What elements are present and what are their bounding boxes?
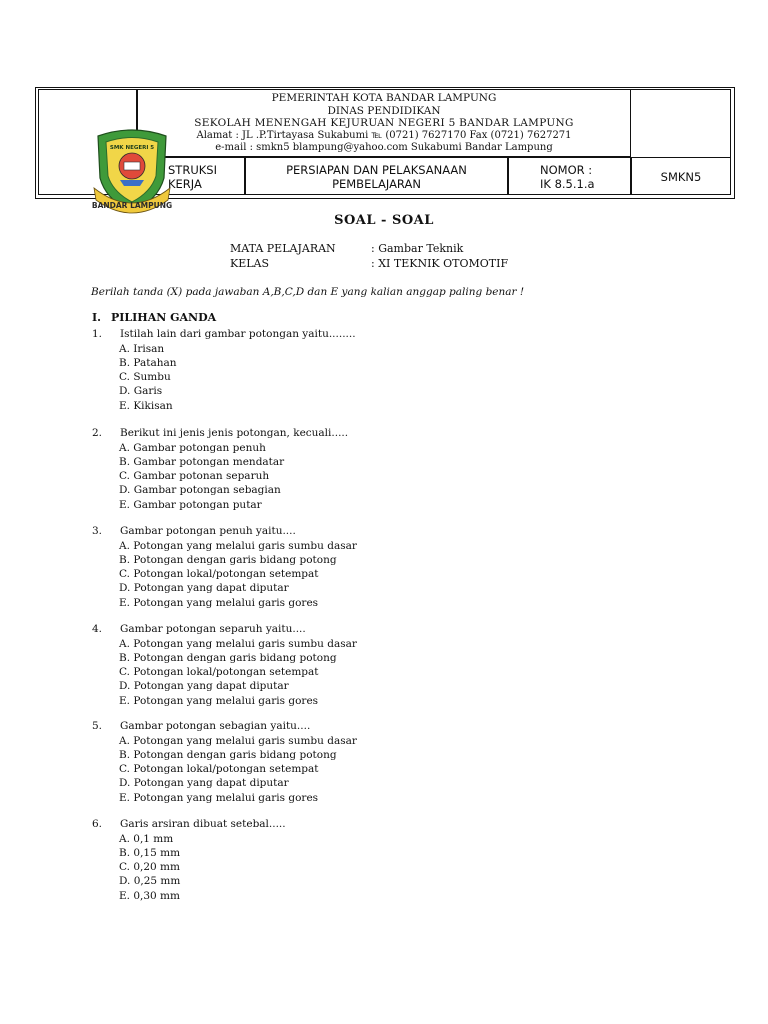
question-number: 2.: [92, 427, 103, 439]
answer-option: E. Potongan yang melalui garis gores: [119, 694, 319, 707]
row2-c3-line2: IK 8.5.1.a: [540, 177, 595, 191]
answer-option: B. 0,15 mm: [119, 846, 181, 859]
answer-option: E. Kikisan: [119, 399, 173, 412]
row2-c4: SMKN5: [660, 170, 702, 184]
page-title: SOAL - SOAL: [334, 213, 434, 228]
answer-option: A. Potongan yang melalui garis sumbu dasar: [119, 734, 357, 747]
header-line-5: e-mail : smkn5 blampung@yahoo.com Sukabumi Bandar Lampung: [215, 142, 553, 153]
question-text: Gambar potongan penuh yaitu....: [120, 525, 296, 537]
mapel-value: : Gambar Teknik: [371, 242, 464, 255]
answer-option: E. Potongan yang melalui garis gores: [119, 791, 319, 804]
logo-text-bottom: BANDAR LAMPUNG: [92, 201, 172, 210]
question-number: 6.: [92, 818, 103, 830]
row2-c2-line1: PERSIAPAN DAN PELAKSANAAN: [286, 163, 467, 177]
answer-option: D. Potongan yang dapat diputar: [119, 582, 289, 595]
answer-option: C. Potongan lokal/potongan setempat: [119, 666, 319, 679]
answer-option: E. Potongan yang melalui garis gores: [119, 596, 319, 609]
answer-option: D. Garis: [119, 385, 163, 398]
header-line-4: Alamat : JL .P.Tirtayasa Sukabumi ℡ (0721) 7627170 Fax (0721) 7627271: [196, 130, 572, 141]
kelas-value: : XI TEKNIK OTOMOTIF: [371, 257, 509, 270]
answer-option: C. Potongan lokal/potongan setempat: [119, 763, 319, 776]
answer-option: B. Potongan dengan garis bidang potong: [119, 748, 337, 761]
question-number: 1.: [92, 328, 103, 340]
question-text: Garis arsiran dibuat setebal.....: [120, 818, 286, 830]
answer-option: A. 0,1 mm: [119, 832, 174, 845]
answer-option: B. Potongan dengan garis bidang potong: [119, 651, 337, 664]
header-line-2: DINAS PENDIDIKAN: [327, 105, 441, 117]
question-text: Gambar potongan separuh yaitu....: [120, 623, 306, 635]
kelas-label: KELAS: [230, 257, 270, 270]
answer-option: D. Potongan yang dapat diputar: [119, 680, 289, 693]
question-number: 4.: [92, 623, 103, 635]
answer-option: D. 0,25 mm: [119, 875, 181, 888]
question-text: Berikut ini jenis jenis potongan, kecuali.....: [120, 427, 349, 439]
row2-c3-line1: NOMOR :: [540, 163, 593, 177]
section-number: I.: [92, 311, 101, 324]
answer-option: B. Patahan: [119, 356, 177, 369]
answer-option: A. Potongan yang melalui garis sumbu dasar: [119, 539, 357, 552]
mapel-label: MATA PELAJARAN: [230, 242, 336, 255]
row2-c2-line2: PEMBELAJARAN: [332, 177, 421, 191]
instruction: Berilah tanda (X) pada jawaban A,B,C,D dan E yang kalian anggap paling benar !: [91, 286, 525, 298]
answer-option: A. Irisan: [119, 342, 165, 355]
question-text: Istilah lain dari gambar potongan yaitu........: [120, 328, 356, 340]
answer-option: C. 0,20 mm: [119, 861, 180, 874]
answer-option: C. Sumbu: [119, 371, 171, 384]
row2-c1-line2: KERJA: [168, 177, 202, 191]
question-number: 5.: [92, 720, 103, 732]
answer-option: E. 0,30 mm: [119, 889, 180, 902]
answer-option: C. Potongan lokal/potongan setempat: [119, 568, 319, 581]
header-line-3: SEKOLAH MENENGAH KEJURUAN NEGERI 5 BANDAR LAMPUNG: [194, 117, 574, 129]
answer-option: B. Gambar potongan mendatar: [119, 455, 285, 468]
question-text: Gambar potongan sebagian yaitu....: [120, 720, 311, 732]
answer-option: D. Gambar potongan sebagian: [119, 484, 281, 497]
answer-option: A. Potongan yang melalui garis sumbu dasar: [119, 637, 357, 650]
answer-option: E. Gambar potongan putar: [119, 498, 262, 511]
school-logo: [92, 122, 172, 218]
section-title: PILIHAN GANDA: [111, 311, 217, 324]
answer-option: D. Potongan yang dapat diputar: [119, 777, 289, 790]
answer-option: A. Gambar potongan penuh: [119, 441, 266, 454]
logo-text-top: SMK NEGERI 5: [109, 145, 155, 151]
answer-option: C. Gambar potonan separuh: [119, 470, 270, 483]
header-line-1: PEMERINTAH KOTA BANDAR LAMPUNG: [271, 92, 497, 104]
question-number: 3.: [92, 525, 103, 537]
answer-option: B. Potongan dengan garis bidang potong: [119, 553, 337, 566]
row2-c1-line1: STRUKSI: [168, 163, 217, 177]
